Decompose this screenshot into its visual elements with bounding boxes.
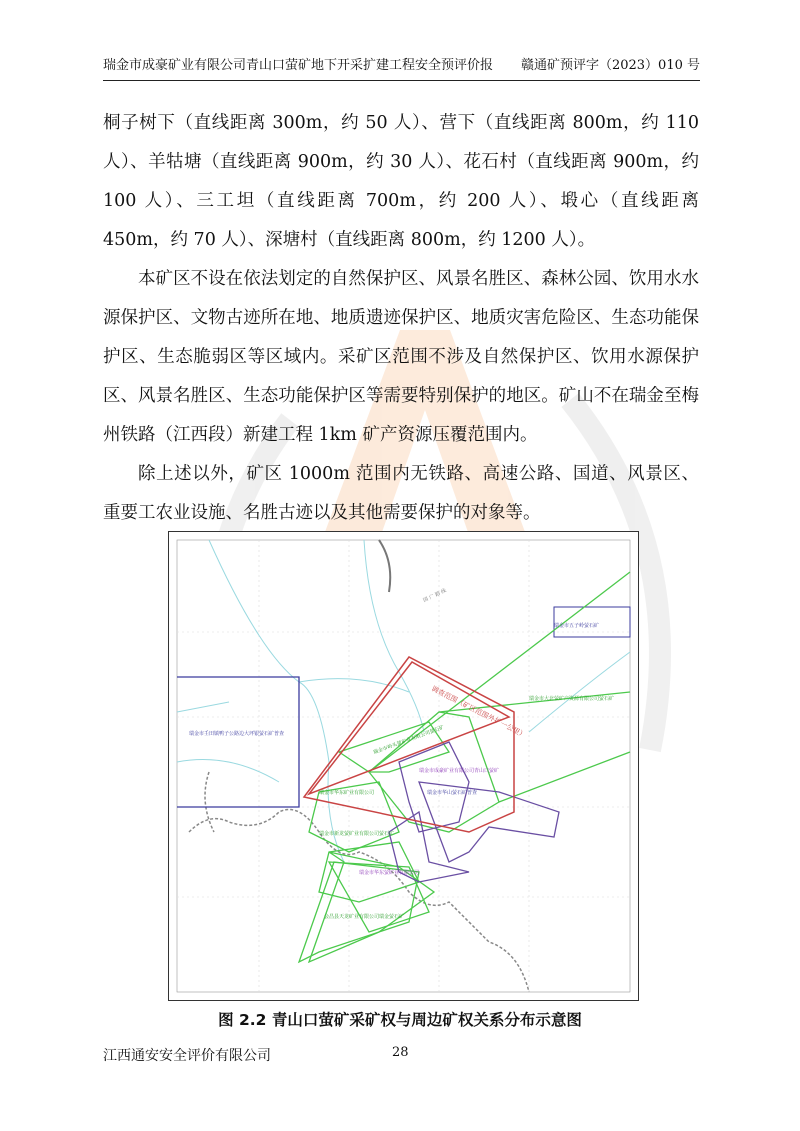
label-xinlong: 瑞金市新龙萤矿业有限公司萤石矿 [319,831,395,837]
paragraph-other-facilities: 除上述以外，矿区 1000m 范围内无铁路、高速公路、国道、风景区、重要工农业设施、名胜古迹以及其他需要保护的对象等。 [103,464,699,523]
paragraph-protected-areas: 本矿区不设在依法划定的自然保护区、风景名胜区、森林公园、饮用水水源保护区、文物古迹所在地、地质遗迹保护区、地质灾害危险区、生态功能保护区、生态脆弱区等区域内。采矿区范围不涉及自然保护区、饮用水源保护区、风景名胜区、生态功能保护区等需要特别保护的地区。矿山不在瑞金至梅州铁路（江西段）新建工程 1km 矿产资源压覆范围内。 [103,269,699,445]
body-text [103,104,699,533]
label-lingyi: 瑞金市岭头萤矿业有限公司萤石矿 [372,724,446,756]
label-tianlong: 会昌县天龙矿业有限公司瑞金萤石矿 [324,914,405,920]
label-survey-range: 调查范围（矿区范围外扩一公里） [430,684,528,740]
page-header [103,52,700,81]
label-yazi: 瑞金市壬田镇鸭子公路边大坪银萤石矿普查 [189,731,285,737]
green-mining-rights [299,572,630,962]
label-huadong: 瑞金市华东矿业有限公司 [319,790,375,796]
paragraph-residents: 桐子树下（直线距离 300m，约 50 人）、营下（直线距离 800m，约 110 人）、羊牯塘（直线距离 900m，约 30 人）、花石村（直线距离 900m，约 100 人）、三工坦（直线距离 700m，约 200 人）、塅心（直线距离 450m，约 70 人）、深塘村（直线距离 800m，约 1200 人）。 [103,113,699,250]
label-road: 国 广 路 线 [422,587,448,604]
figure-caption: 图 2.2 青山口萤矿采矿权与周边矿权关系分布示意图 [218,1011,582,1029]
yazi-boundary [177,677,299,807]
footer-company: 江西通安安全评价有限公司 [103,1048,271,1064]
mining-rights-map [168,531,639,1001]
label-dabei: 瑞金市大北萤矿产资源有限公司萤石矿 [529,696,615,702]
label-huashi: 瑞金市华山萤石矿普查 [427,790,478,796]
page-number: 28 [392,1045,409,1060]
label-jiangtian: 瑞金市华东萤矿业有限公司 [359,870,420,876]
label-wuziling: 瑞金市五子岭萤石矿 [554,623,600,629]
header-title: 瑞金市成豪矿业有限公司青山口萤矿地下开采扩建工程安全预评价报 [103,58,494,73]
label-qingshankou: 瑞金市成豪矿业有限公司青山口萤矿 [419,768,500,774]
survey-range-boundary [304,657,514,832]
map-canvas [169,532,638,1000]
header-doc-number: 赣通矿预评字（2023）010 号 [520,58,700,73]
